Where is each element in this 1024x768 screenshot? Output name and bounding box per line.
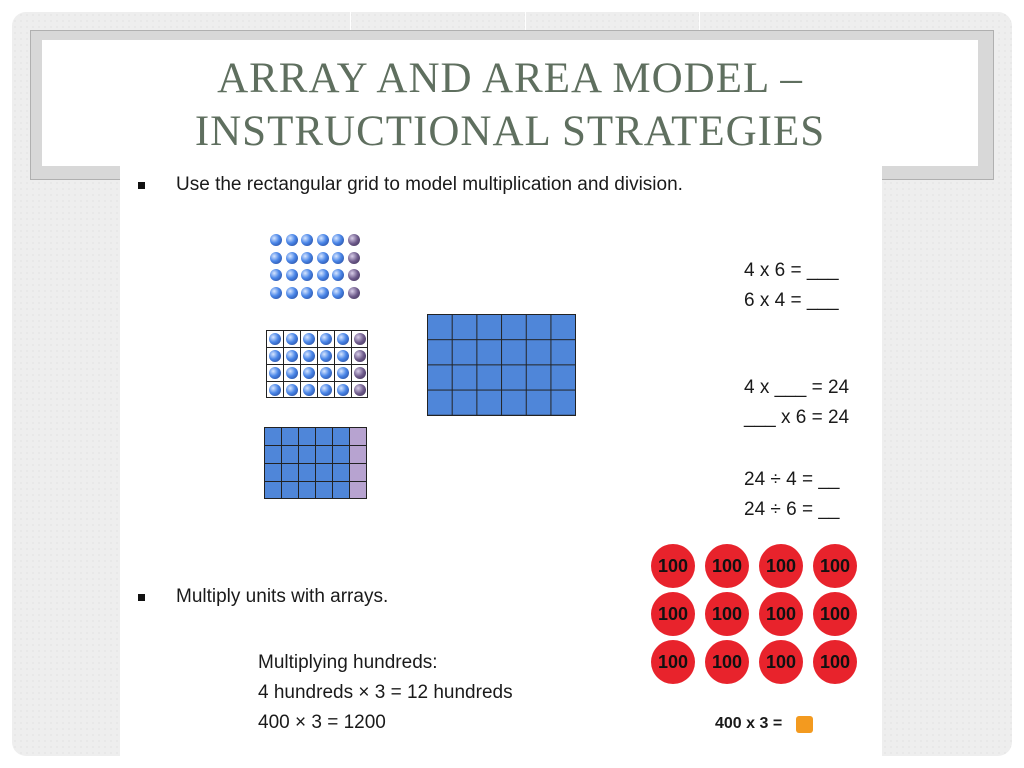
purple-bead xyxy=(354,367,366,379)
equation: 6 x 4 = ___ xyxy=(744,290,839,311)
hundreds-line: Multiplying hundreds: xyxy=(258,652,438,673)
purple-bead xyxy=(354,333,366,345)
blue-bead xyxy=(317,252,329,264)
title-line-1: ARRAY AND AREA MODEL – xyxy=(217,55,803,102)
blue-bead xyxy=(303,384,315,396)
blue-bead xyxy=(286,269,298,281)
blue-bead xyxy=(303,350,315,362)
purple-bead xyxy=(348,234,360,246)
blue-bead xyxy=(301,252,313,264)
blue-bead xyxy=(320,333,332,345)
equation: 24 ÷ 4 = __ xyxy=(744,469,840,490)
blue-bead xyxy=(320,367,332,379)
blue-bead xyxy=(270,252,282,264)
hundred-disk: 100 xyxy=(759,592,803,636)
hundred-disk: 100 xyxy=(705,640,749,684)
blue-bead xyxy=(301,269,313,281)
blue-bead xyxy=(286,287,298,299)
hundred-disk: 100 xyxy=(705,544,749,588)
blue-bead xyxy=(301,234,313,246)
hundreds-disk-array xyxy=(651,544,861,684)
equation: 24 ÷ 6 = __ xyxy=(744,499,840,520)
hundred-disk: 100 xyxy=(813,544,857,588)
equation: ___ x 6 = 24 xyxy=(744,407,850,428)
hundred-disk: 100 xyxy=(759,544,803,588)
blue-bead xyxy=(332,287,344,299)
blue-bead xyxy=(332,234,344,246)
purple-bead xyxy=(354,384,366,396)
blue-bead xyxy=(320,350,332,362)
purple-bead xyxy=(348,269,360,281)
hundreds-line: 400 × 3 = 1200 xyxy=(258,712,386,733)
blue-bead xyxy=(286,252,298,264)
blue-bead xyxy=(286,367,298,379)
purple-bead xyxy=(348,287,360,299)
hundred-disk: 100 xyxy=(759,640,803,684)
hundreds-line: 4 hundreds × 3 = 12 hundreds xyxy=(258,682,513,703)
hundred-disk: 100 xyxy=(651,544,695,588)
blue-bead xyxy=(270,269,282,281)
blue-bead xyxy=(320,384,332,396)
slide-title xyxy=(42,52,978,158)
hundred-disk: 100 xyxy=(651,640,695,684)
area-model xyxy=(427,314,576,416)
bullet-icon xyxy=(138,182,145,189)
blue-bead xyxy=(301,287,313,299)
bead-grid-dots xyxy=(266,330,368,398)
blue-bead xyxy=(332,252,344,264)
purple-bead xyxy=(348,252,360,264)
bullet-text-2: Multiply units with arrays. xyxy=(176,586,389,607)
blue-bead xyxy=(270,234,282,246)
hundred-disk: 100 xyxy=(813,592,857,636)
purple-bead xyxy=(354,350,366,362)
blue-bead xyxy=(317,234,329,246)
blue-bead xyxy=(286,384,298,396)
blue-bead xyxy=(269,367,281,379)
hundred-disk: 100 xyxy=(813,640,857,684)
disk-caption: 400 x 3 = xyxy=(715,715,783,732)
hundred-disk: 100 xyxy=(651,592,695,636)
blue-bead xyxy=(286,234,298,246)
equation: 4 x 6 = ___ xyxy=(744,260,839,281)
blue-bead xyxy=(337,350,349,362)
bead-array xyxy=(270,234,370,304)
blue-bead xyxy=(303,367,315,379)
hundred-disk: 100 xyxy=(705,592,749,636)
blue-bead xyxy=(286,350,298,362)
answer-square-icon xyxy=(796,716,813,733)
area-grid-lines xyxy=(264,427,367,499)
blue-bead xyxy=(317,287,329,299)
blue-bead xyxy=(269,384,281,396)
blue-bead xyxy=(332,269,344,281)
blue-bead xyxy=(337,367,349,379)
blue-bead xyxy=(270,287,282,299)
content-panel xyxy=(120,166,882,758)
area-model-lines xyxy=(427,314,576,416)
blue-bead xyxy=(337,333,349,345)
bead-grid-array xyxy=(266,330,368,398)
blue-bead xyxy=(303,333,315,345)
bullet-text-1: Use the rectangular grid to model multiplication and division. xyxy=(176,174,683,195)
blue-bead xyxy=(337,384,349,396)
area-grid-partitioned xyxy=(264,427,368,499)
title-line-2: INSTRUCTIONAL STRATEGIES xyxy=(194,108,826,155)
bullet-icon xyxy=(138,594,145,601)
blue-bead xyxy=(269,350,281,362)
blue-bead xyxy=(286,333,298,345)
equation: 4 x ___ = 24 xyxy=(744,377,850,398)
blue-bead xyxy=(317,269,329,281)
blue-bead xyxy=(269,333,281,345)
